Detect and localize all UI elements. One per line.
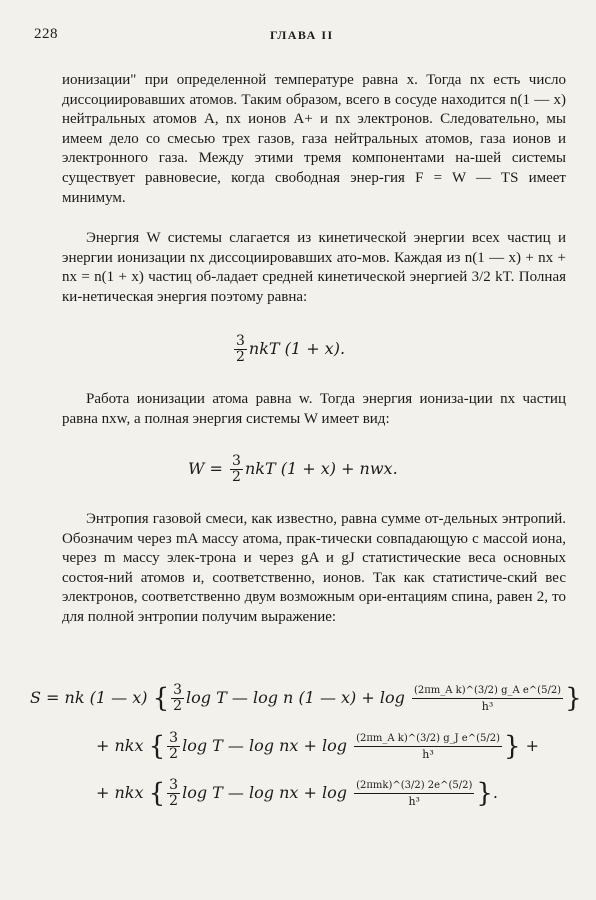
entropy-line-2: + nkx { $\frac{3}{2}$ log T — log nx + log $\frac{\text{(2πm\_A k)\textasciicircum{}(3/2) g\_J e\textasciicircum{}(5/2)}}{\text{h³}}$ } + bbox=[96, 730, 540, 762]
entropy-line-3: + nkx { $\frac{3}{2}$ log T — log nx + log $\frac{\text{(2πmk)\textasciicircum{}(3/2) 2e\textasciicircum{}(5/2)}}{\text{h³}}$ }. bbox=[96, 777, 498, 809]
paragraph-2: Энергия W системы слагается из кинетической энергии всех частиц и энергии ионизации nx диссоциировавших ато-мов. Каждая из n(1 — x) + nx + nx = n(1 + x) частиц об-ладает средней кинетической энергией 3/2 kT. Полная ки-нетическая энергия поэтому равна: bbox=[62, 230, 566, 305]
running-head: ГЛАВА II bbox=[270, 28, 334, 42]
formula-total-energy: W = $\frac{3}{2}$ nkT (1 + x) + nwx. bbox=[188, 453, 398, 485]
page-number: 228 bbox=[34, 26, 58, 42]
entropy-line-1: S = nk (1 — x) { $\frac{3}{2}$ log T — log n (1 — x) + log $\frac{\text{(2πm\_A k)\textasciicircum{}(3/2) g\_A e\textasciicircum{}(5/2)}}{\text{h³}}$ } bbox=[30, 682, 582, 714]
formula-kinetic-energy: $\frac{3}{2}$ nkT (1 + x). bbox=[236, 333, 346, 365]
paragraph-3: Работа ионизации атома равна w. Тогда энергия иониза-ции nx частиц равна nxw, а полная энергия системы W имеет вид: bbox=[62, 391, 566, 427]
paragraph-4: Энтропия газовой смеси, как известно, равна сумме от-дельных энтропий. Обозначим через mA массу атома, прак-тически совпадающую с массой иона, через m массу элек-трона и через gA и gJ статистические веса основных состоя-ний атомов и, соответственно, ионов. Так как статистиче-ский вес электронов, соответственно двум возможным ори-ентациям спина, равен 2, то для полной энтропии получим выражение: bbox=[62, 511, 566, 625]
paragraph-1: ионизации" при определенной температуре равна x. Тогда nx есть число диссоциировавших атомов. Таким образом, всего в сосуде находится n(1 — x) нейтральных атомов A, nx ионов A+ и nx электронов. Следовательно, мы имеем дело со смесью трех газов, газа нейтральных атомов, газа ионов и электронного газа. Между этими тремя компонентами на-шей системы существует равновесие, когда свободная энер-гия F = W — TS имеет минимум. bbox=[62, 72, 566, 206]
fraction-3-2: $\frac{3}{2}$ bbox=[236, 333, 245, 365]
fraction-3-2: $\frac{3}{2}$ bbox=[232, 453, 241, 485]
